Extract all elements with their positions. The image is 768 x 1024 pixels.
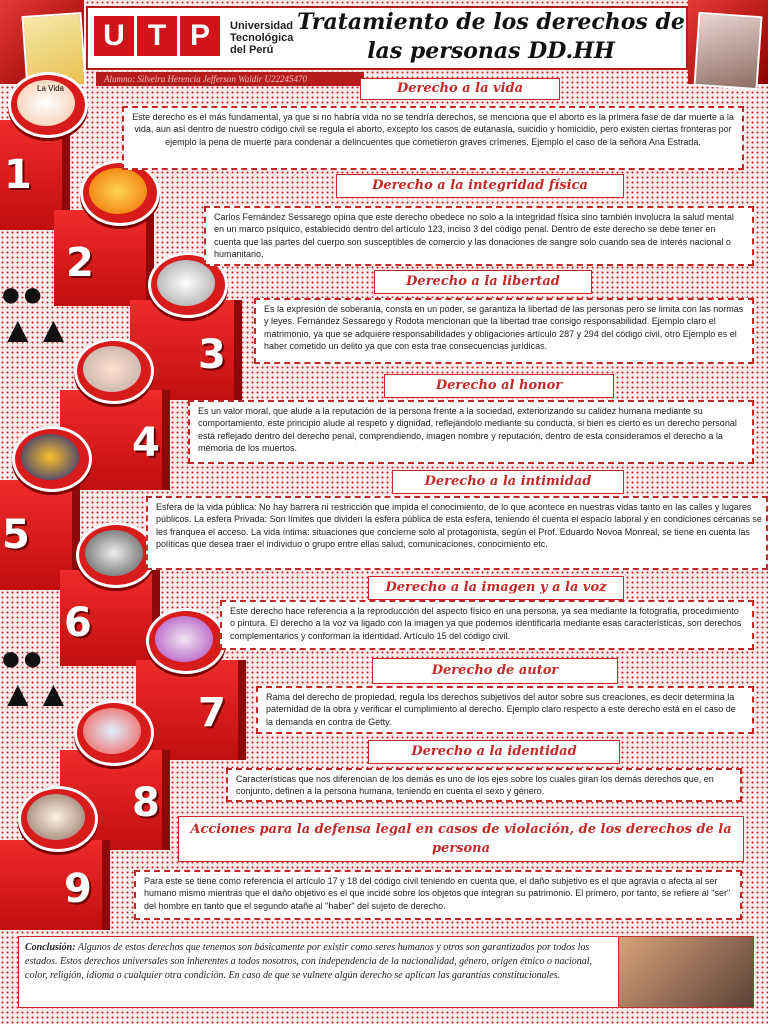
section-body: Esfera de la vida pública: No hay barrera ni restricción que impida el conocimiento, de lo que acontece en nuestras vidas tanto en las calles y lugares públicos. La esfera Privada: Son límites que dividen la esfera pública de esta esfera, teniendo él cuenta el espacio laboral y en condiciones cercanas se les franquea el acceso. La vida íntima: situaciones que concierne solo al protagonista, según el Prof. Eduardo Novoa Monreal, se tiene en cuenta las políticas que desea traer el individuo o grupo entre ellas salud, comunicaciones, conocimiento etc.	[146, 496, 768, 570]
step-9	[0, 840, 110, 930]
section-title: Derecho a la vida	[360, 78, 560, 100]
author-line: Alumno: Silveira Herencia Jefferson Waldir U22245470	[96, 72, 364, 86]
disk-privacy	[12, 426, 92, 492]
section-body: Características que nos diferencian de los demás es uno de los ejes sobre los cuales giran los demás derechos que, en conjunto, definen a la persona humana, teniendo en cuenta el sexo y género.	[226, 768, 742, 802]
step-number: 3	[198, 332, 226, 378]
section-body: Este derecho hace referencia a la reproducción del aspecto físico en una persona, ya sea mediante la fotografía, procedimiento o pintura. El derecho a la voz va ligado con la imagen ya que podemos identificarla mediante esas características, son derechos complementarios y conforman la identidad. Artículo 15 del código civil.	[220, 600, 754, 650]
disk-identity	[74, 700, 154, 766]
section-body: Es la expresión de soberanía, consta en un poder, se garantiza la libertad de las personas pero se limita con las normas y leyes. Fernández Sessarego y Rodota mencionan que la libertad trae consigo responsabilidad. Ejemplo claro el matrimonio, ya que se adquiere responsabilidades y obligaciones artículo 287 y 294 del código civil, otro Ejemplo es el haber cometido un delito ya que con esta trae consecuencias jurídicas.	[254, 298, 754, 364]
step-number: 9	[64, 866, 92, 912]
conclusion-text: Algunos de estos derechos que tenemos son básicamente por existir como seres humanos y otros son garantizados por todos los estados. Estos derechos universales son inherentes a todos nosotros, con independencia de la nacionalidad, género, origen étnico o nacional, color, religión, idioma o cualquier otra condición. En caso de que se vulnere algún derecho se aplican las garantías constitucionales.	[25, 942, 593, 981]
utp-logo	[94, 16, 220, 56]
section-title: Derecho a la identidad	[368, 740, 620, 764]
disk-life: La Vida	[8, 72, 88, 138]
section-body: Es un valor moral, que alude a la reputación de la persona frente a la sociedad, exteriorizando su calidez humana mediante su comportamiento, este principio alude al respeto y dignidad, reflejándolo mediante su conducta, si bien es cierto es un derecho personal está reflejado dentro del derecho penal, comprendiendo, imagen nombre y reputación, dentro de esta consideramos el derecho a la memoria de los muertos.	[188, 400, 754, 464]
people-silhouettes-icon: ●● ▲▲	[0, 637, 72, 714]
section-title: Derecho a la integridad física	[336, 174, 624, 198]
section-title: Derecho a la libertad	[374, 270, 592, 294]
section-title: Derecho al honor	[384, 374, 614, 398]
step-number: 8	[132, 780, 160, 826]
disk-legal	[18, 786, 98, 852]
section-body: Este derecho es el más fundamental, ya que si no habría vida no se tendría derechos, se menciona que el aborto es la primera fase de dar muerte a la vida, aun así dentro de nuestro código civil se regula el aborto, excepto los casos de eutanasia, suicidio y homicidio, pero existen ciertas fronteras por ejemplo la pena de muerte para condenar a delincuentes que cometieron graves crímenes. Ejemplo el caso de la señora Ana Estrada.	[122, 106, 744, 170]
people-silhouettes-icon: ●● ▲▲	[0, 273, 72, 350]
page-title: Tratamiento de los derechos de las personas DD.HH	[297, 9, 685, 64]
section-body: Carlos Fernández Sessarego opina que este derecho obedece no solo a la integridad física sino también involucra la salud mental en un marco psíquico, establecido dentro del artículo 123, inciso 3 del código penal. Dentro de este derecho se debe tener en cuenta que las partes del cuerpo son susceptibles de comercio y las donaciones de sangre solo cuando sea de interés nacional o humanitario.	[204, 206, 754, 266]
step-number: 2	[66, 240, 94, 286]
section-title: Derecho a la imagen y a la voz	[368, 576, 624, 600]
section-body: Para este se tiene como referencia el artículo 17 y 18 del código civil teniendo en cuenta que, el daño subjetivo es el que agravia o afecta al ser humano mismo mientras que el daño objetivo es el que incide sobre los objetos que integran su patrimonio. El primero, por tanto, se refiere al "ser" del hombre en tanto que el segundo atañe al "haber" del sujeto de derecho.	[134, 870, 742, 920]
university-name: Universidad Tecnológica del Perú	[230, 20, 294, 56]
step-number: 6	[64, 600, 92, 646]
step-number: 1	[4, 152, 32, 198]
section-body: Rama del derecho de propiedad, regula los derechos subjetivos del autor sobre sus creaciones, es decir determina la paternidad de la obra y verificar el cumplimiento al derecho. Ejemplo claro respecto a este derecho está en el caso de la demanda en contra de Getty.	[256, 686, 754, 734]
conclusion-label: Conclusión:	[25, 942, 76, 953]
section-title: Derecho de autor	[372, 658, 618, 684]
step-number: 4	[132, 420, 160, 466]
family-photo-image	[693, 12, 762, 90]
logo-letter: U	[94, 16, 134, 56]
disk-author	[146, 608, 226, 674]
step-number: 5	[2, 512, 30, 558]
conclusion-box	[18, 936, 620, 1008]
logo-letter: T	[137, 16, 177, 56]
section-title: Acciones para la defensa legal en casos de violación, de los derechos de la persona	[178, 816, 744, 862]
step-number: 7	[198, 690, 226, 736]
disk-image	[76, 522, 156, 588]
disk-honor	[74, 338, 154, 404]
step-7	[136, 660, 246, 760]
justice-family-image	[618, 936, 754, 1008]
logo-letter: P	[180, 16, 220, 56]
section-title: Derecho a la intimidad	[392, 470, 624, 494]
